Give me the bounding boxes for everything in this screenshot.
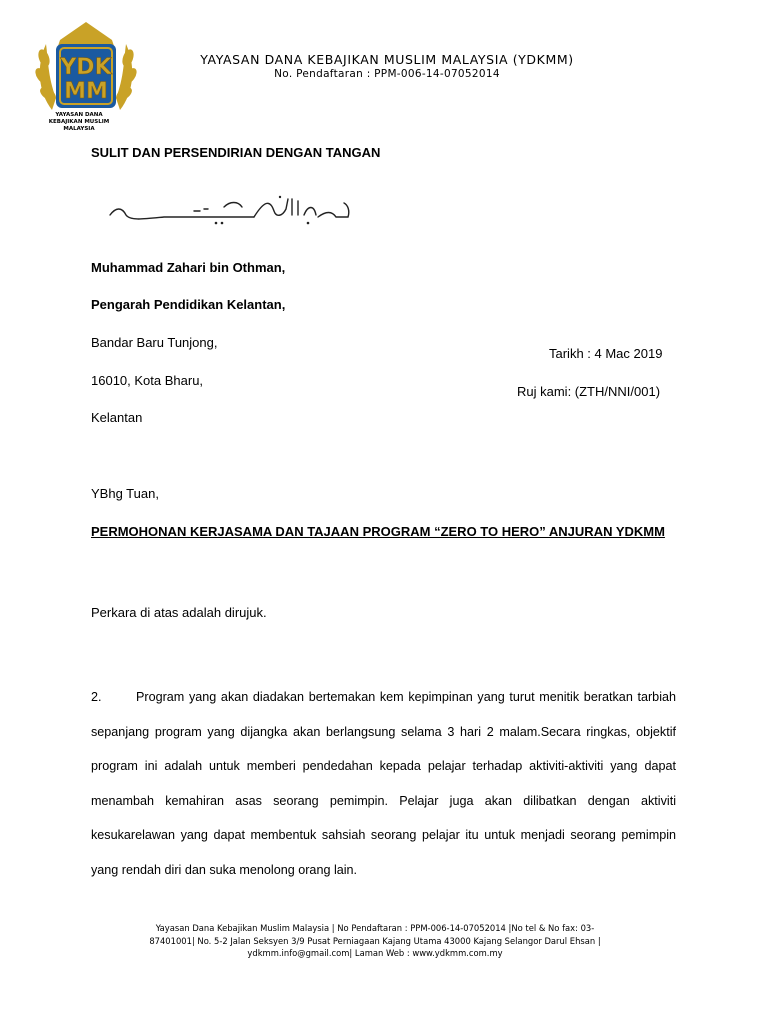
logo-caption: YAYASAN DANA KEBAJIKAN MUSLIM MALAYSIA — [48, 112, 110, 132]
letter-footer: Yayasan Dana Kebajikan Muslim Malaysia | No Pendaftaran : PPM-006-14-07052014 |No tel & No fax: 03-87401001| No. 5-2 Jalan Seksyen 3/9 Pusat Perniagaan Kajang Utama 43000 Kajang Selangor Darul Ehsan | ydkmm.info@gmail.com| Laman Web : www.ydkmm.com.my — [149, 923, 601, 958]
salutation: YBhg Tuan, — [91, 486, 159, 501]
intro-sentence: Perkara di atas adalah dirujuk. — [91, 605, 267, 620]
recipient-address-line1: Bandar Baru Tunjong, — [91, 335, 218, 350]
bismillah-calligraphy — [104, 193, 354, 227]
paragraph-text: Program yang akan diadakan bertemakan kem kepimpinan yang turut menitik beratkan tarbiah sepanjang program yang dijangka akan berlangsung selama 3 hari 2 malam.Secara ringkas, objektif program ini adalah untuk memberi pendedahan kepada pelajar terhadap aktiviti-aktiviti yang dapat menambah kemahiran asas seorang pemimpin. Pelajar juga akan dilibatkan dengan aktiviti kesukarelawan yang dapat membentuk sahsiah seorang pelajar itu untuk menjadi seorang pemimpin yang rendah diri dan suka menolong orang lain. — [91, 690, 676, 877]
registration-number: No. Pendaftaran : PPM-006-14-07052014 — [274, 68, 500, 80]
paragraph-number: 2. — [91, 690, 102, 704]
organisation-name: YAYASAN DANA KEBAJIKAN MUSLIM MALAYSIA (YDKMM) — [200, 52, 574, 67]
paragraph-2 — [91, 680, 676, 887]
recipient-state: Kelantan — [91, 410, 143, 425]
logo-text-bottom: MM — [64, 79, 108, 104]
dome-icon — [58, 22, 114, 46]
letter-date: Tarikh : 4 Mac 2019 — [549, 346, 663, 361]
letter-subject: PERMOHONAN KERJASAMA DAN TAJAAN PROGRAM “ZERO TO HERO” ANJURAN YDKMM — [91, 524, 665, 539]
recipient-name: Muhammad Zahari bin Othman, — [91, 260, 286, 275]
classification: SULIT DAN PERSENDIRIAN DENGAN TANGAN — [91, 145, 381, 160]
reference-number: Ruj kami: (ZTH/NNI/001) — [517, 384, 661, 399]
recipient-address-line2: 16010, Kota Bharu, — [91, 373, 204, 388]
logo-text-top: YDK — [60, 55, 112, 80]
recipient-title: Pengarah Pendidikan Kelantan, — [91, 297, 286, 312]
